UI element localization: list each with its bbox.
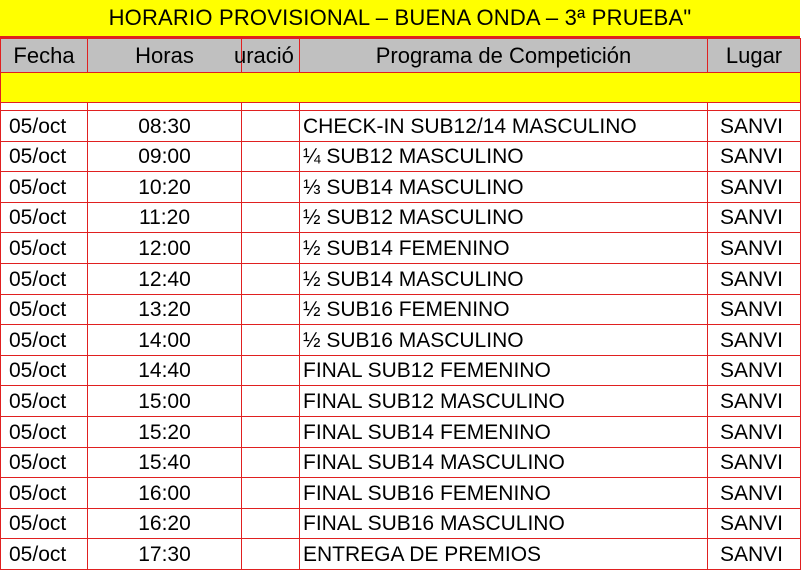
cell-fecha: 05/oct [1,539,88,570]
cell-fecha: 05/oct [1,416,88,447]
table-row [1,355,801,386]
cell-fecha: 05/oct [1,111,88,142]
table-row [1,508,801,539]
cell-fecha: 05/oct [1,386,88,417]
cell-fecha: 05/oct [1,478,88,509]
cell-lugar: SANVI [708,355,801,386]
cell-programa: FINAL SUB12 FEMENINO [300,355,708,386]
header-horas: Horas [88,39,242,73]
cell-lugar: SANVI [708,416,801,447]
cell-lugar: SANVI [708,141,801,172]
cell-lugar: SANVI [708,508,801,539]
cell-programa: CHECK-IN SUB12/14 MASCULINO [300,111,708,142]
cell-hora: 15:00 [88,386,242,417]
cell-lugar: SANVI [708,539,801,570]
cell-hora: 15:20 [88,416,242,447]
cell-lugar: SANVI [708,233,801,264]
table-row [1,172,801,203]
cell-hora: 16:20 [88,508,242,539]
highlight-cell [1,73,801,103]
cell-programa: ½ SUB16 FEMENINO [300,294,708,325]
table-row [1,447,801,478]
cell-lugar: SANVI [708,478,801,509]
header-duracion: uració [242,39,300,73]
cell-hora: 09:00 [88,141,242,172]
cell-duracion [242,386,300,417]
schedule-title: HORARIO PROVISIONAL – BUENA ONDA – 3ª PRUEBA" [0,0,800,38]
highlight-row [1,73,801,103]
cell-lugar: SANVI [708,325,801,356]
cell-hora: 12:40 [88,263,242,294]
cell-fecha: 05/oct [1,508,88,539]
table-row [1,141,801,172]
cell-duracion [242,447,300,478]
cell-lugar: SANVI [708,294,801,325]
table-row [1,263,801,294]
table-row [1,416,801,447]
schedule-table [0,38,801,570]
cell-fecha: 05/oct [1,355,88,386]
cell-programa: FINAL SUB14 FEMENINO [300,416,708,447]
cell-hora: 10:20 [88,172,242,203]
cell-programa: ENTREGA DE PREMIOS [300,539,708,570]
cell-duracion [242,202,300,233]
header-lugar: Lugar [708,39,801,73]
cell-duracion [242,233,300,264]
cell-hora: 08:30 [88,111,242,142]
gap-row [1,103,801,111]
cell-programa: ½ SUB16 MASCULINO [300,325,708,356]
cell-duracion [242,539,300,570]
cell-fecha: 05/oct [1,294,88,325]
cell-hora: 14:40 [88,355,242,386]
cell-duracion [242,294,300,325]
cell-lugar: SANVI [708,447,801,478]
cell-programa: ½ SUB12 MASCULINO [300,202,708,233]
cell-duracion [242,325,300,356]
cell-hora: 15:40 [88,447,242,478]
cell-programa: FINAL SUB16 MASCULINO [300,508,708,539]
cell-hora: 11:20 [88,202,242,233]
cell-fecha: 05/oct [1,202,88,233]
cell-hora: 14:00 [88,325,242,356]
cell-hora: 13:20 [88,294,242,325]
table-row [1,386,801,417]
cell-lugar: SANVI [708,172,801,203]
cell-fecha: 05/oct [1,447,88,478]
table-row [1,111,801,142]
table-row [1,202,801,233]
table-row [1,294,801,325]
header-row [1,39,801,73]
cell-programa: ⅓ SUB14 MASCULINO [300,172,708,203]
cell-fecha: 05/oct [1,172,88,203]
cell-programa: FINAL SUB14 MASCULINO [300,447,708,478]
cell-programa: ½ SUB14 FEMENINO [300,233,708,264]
cell-duracion [242,416,300,447]
cell-duracion [242,172,300,203]
cell-duracion [242,508,300,539]
cell-hora: 16:00 [88,478,242,509]
cell-lugar: SANVI [708,386,801,417]
cell-fecha: 05/oct [1,141,88,172]
table-row [1,539,801,570]
cell-fecha: 05/oct [1,263,88,294]
cell-duracion [242,263,300,294]
header-fecha: Fecha [1,39,88,73]
cell-hora: 17:30 [88,539,242,570]
cell-programa: FINAL SUB16 FEMENINO [300,478,708,509]
cell-duracion [242,355,300,386]
table-row [1,478,801,509]
cell-lugar: SANVI [708,202,801,233]
cell-programa: FINAL SUB12 MASCULINO [300,386,708,417]
table-row [1,325,801,356]
cell-fecha: 05/oct [1,233,88,264]
cell-duracion [242,111,300,142]
cell-duracion [242,141,300,172]
cell-programa: ½ SUB14 MASCULINO [300,263,708,294]
cell-lugar: SANVI [708,263,801,294]
cell-duracion [242,478,300,509]
table-row [1,233,801,264]
header-programa: Programa de Competición [300,39,708,73]
cell-lugar: SANVI [708,111,801,142]
cell-programa: ¼ SUB12 MASCULINO [300,141,708,172]
cell-hora: 12:00 [88,233,242,264]
cell-fecha: 05/oct [1,325,88,356]
